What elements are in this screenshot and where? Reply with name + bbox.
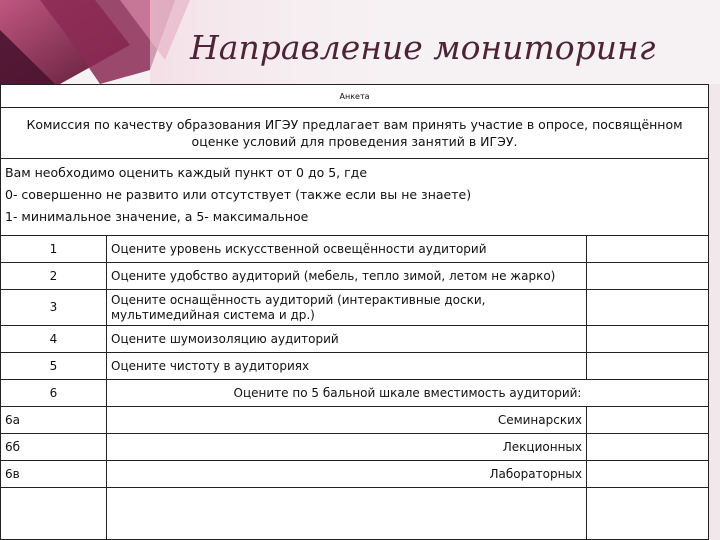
subquestion-text: Семинарских: [107, 407, 587, 434]
rating-cell[interactable]: [587, 461, 709, 488]
question-number: 2: [1, 263, 107, 290]
question-text: Оцените удобство аудиторий (мебель, тепло зимой, летом не жарко): [107, 263, 587, 290]
instruction-line: Вам необходимо оценить каждый пункт от 0 до 5, где: [5, 165, 368, 180]
question-row: [1, 290, 709, 326]
question-row: [1, 263, 709, 290]
instruction-line: 0- совершенно не развито или отсутствует (также если вы не знаете): [5, 187, 472, 202]
intro-row: [1, 108, 709, 159]
rating-cell[interactable]: [587, 326, 709, 353]
subquestion-number: 6а: [1, 407, 107, 434]
question-number: 6: [1, 380, 107, 407]
question-row: [1, 353, 709, 380]
instruction-line: 1- минимальное значение, а 5- максимальное: [5, 209, 309, 224]
subquestion-number: 6в: [1, 461, 107, 488]
survey-table: [0, 84, 709, 540]
slide-title: Направление мониторинг: [190, 28, 656, 67]
instructions-row: [1, 159, 709, 236]
question-text: Оцените оснащённость аудиторий (интерактивные доски, мультимедийная система и др.): [107, 290, 587, 326]
intro-text: Комиссия по качеству образования ИГЭУ предлагает вам принять участие в опросе, посвящённом оценке условий для проведения занятий в ИГЭУ.: [1, 108, 709, 159]
right-edge-band: [708, 84, 720, 540]
subquestion-text: Лабораторных: [107, 461, 587, 488]
rating-cell[interactable]: [587, 263, 709, 290]
rating-cell[interactable]: [587, 407, 709, 434]
subquestion-row: [1, 461, 709, 488]
rating-cell[interactable]: [587, 353, 709, 380]
question-row: [1, 326, 709, 353]
question-text: Оцените по 5 бальной шкале вместимость аудиторий:: [107, 380, 709, 407]
rating-cell[interactable]: [587, 236, 709, 263]
empty-cell: [107, 488, 587, 540]
rating-cell[interactable]: [587, 434, 709, 461]
question-number: 4: [1, 326, 107, 353]
question-number: 5: [1, 353, 107, 380]
empty-cell: [1, 488, 107, 540]
question-number: 3: [1, 290, 107, 326]
question-text: Оцените шумоизоляцию аудиторий: [107, 326, 587, 353]
question-number: 1: [1, 236, 107, 263]
empty-row: [1, 488, 709, 540]
subquestion-row: [1, 407, 709, 434]
form-label: Анкета: [1, 85, 709, 108]
subquestion-row: [1, 434, 709, 461]
form-label-row: [1, 85, 709, 108]
question-text: Оцените чистоту в аудиториях: [107, 353, 587, 380]
instructions-cell: [1, 159, 709, 236]
subquestion-number: 6б: [1, 434, 107, 461]
rating-cell[interactable]: [587, 290, 709, 326]
question-row: [1, 236, 709, 263]
question-row-capacity: [1, 380, 709, 407]
question-text: Оцените уровень искусственной освещённости аудиторий: [107, 236, 587, 263]
subquestion-text: Лекционных: [107, 434, 587, 461]
empty-cell[interactable]: [587, 488, 709, 540]
